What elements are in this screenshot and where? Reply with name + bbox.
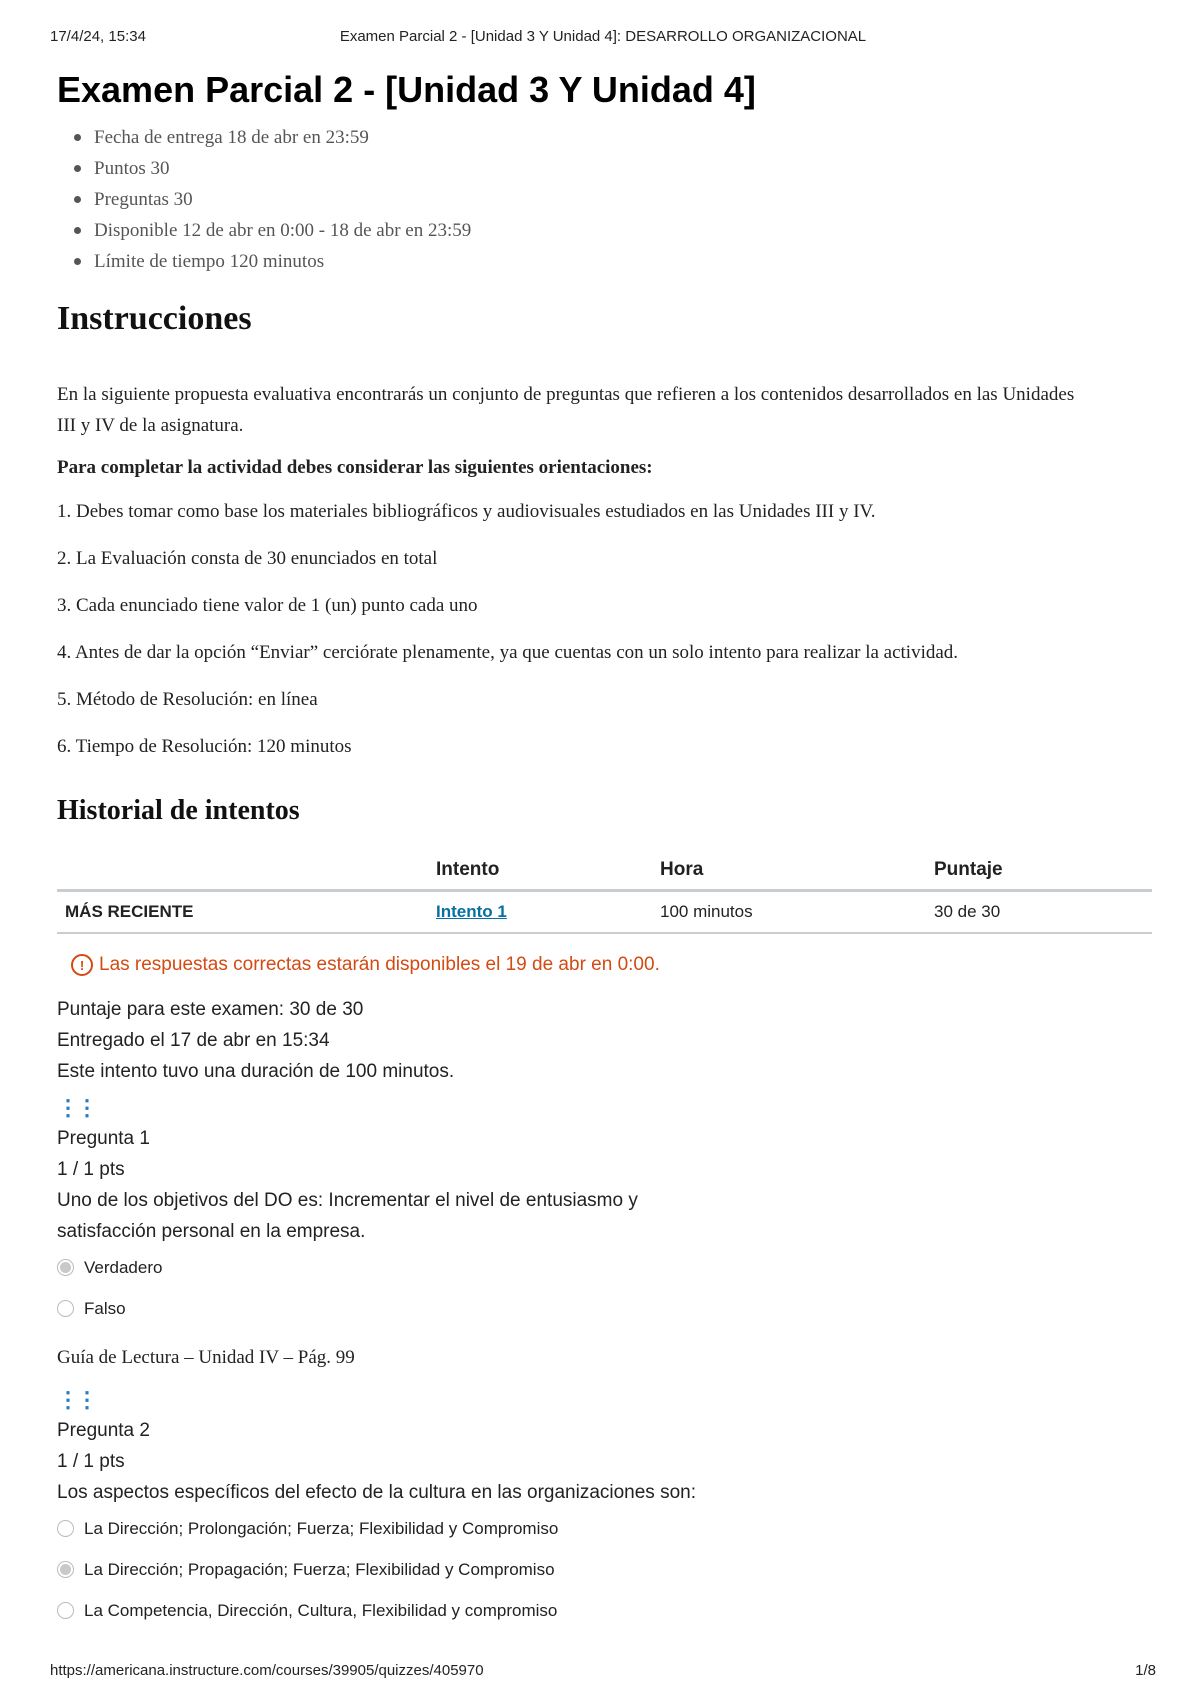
answer-label: Verdadero xyxy=(84,1258,163,1277)
attempt-cell xyxy=(428,891,652,934)
answers-notice xyxy=(71,954,1147,976)
answer-label: La Dirección; Propagación; Fuerza; Flexibilidad y Compromiso xyxy=(84,1560,555,1579)
instructions-orientation-heading: Para completar la actividad debes considerar las siguientes orientaciones: xyxy=(57,457,653,478)
column-header-score: Puntaje xyxy=(926,851,1152,891)
question-points: 1 / 1 pts xyxy=(57,1159,125,1180)
print-header xyxy=(50,28,1156,48)
table-header-row xyxy=(57,851,1152,891)
instructions-intro: En la siguiente propuesta evaluativa encontrarás un conjunto de preguntas que refieren a los contenidos desarrollados en las Unidades III y IV de la asignatura. xyxy=(57,384,1075,436)
answers-notice-text: Las respuestas correctas estarán disponibles el 19 de abr en 0:00. xyxy=(99,954,660,975)
question-2 xyxy=(57,1385,1147,1631)
answer-option[interactable] xyxy=(57,1549,1147,1590)
print-page-number: 1/8 xyxy=(1135,1662,1156,1679)
print-datetime: 17/4/24, 15:34 xyxy=(50,28,146,45)
instruction-step: 1. Debes tomar como base los materiales bibliográficos y audiovisuales estudiados en las Unidades III y IV. xyxy=(57,501,876,522)
instruction-step: 5. Método de Resolución: en línea xyxy=(57,689,318,710)
page-title: Examen Parcial 2 - [Unidad 3 Y Unidad 4] xyxy=(57,69,756,110)
summary-duration: Este intento tuvo una duración de 100 minutos. xyxy=(57,1061,455,1082)
attempt-time: 100 minutos xyxy=(652,891,926,934)
answer-label: Falso xyxy=(84,1299,126,1318)
instructions-title: Instrucciones xyxy=(57,300,252,337)
print-url: https://americana.instructure.com/courses/39905/quizzes/405970 xyxy=(50,1662,484,1679)
print-doc-title: Examen Parcial 2 - [Unidad 3 Y Unidad 4]: DESARROLLO ORGANIZACIONAL xyxy=(339,28,867,45)
instruction-step: 2. La Evaluación consta de 30 enunciados en total xyxy=(57,548,438,569)
instruction-step: 3. Cada enunciado tiene valor de 1 (un) punto cada uno xyxy=(57,595,478,616)
answer-option[interactable] xyxy=(57,1247,1147,1288)
answer-label: La Competencia, Dirección, Cultura, Flexibilidad y compromiso xyxy=(84,1601,558,1620)
answer-option[interactable] xyxy=(57,1288,1147,1329)
instruction-step: 6. Tiempo de Resolución: 120 minutos xyxy=(57,736,352,757)
answer-label: La Dirección; Prolongación; Fuerza; Flexibilidad y Compromiso xyxy=(84,1519,559,1538)
attempt-history-table xyxy=(57,851,1152,934)
meta-due-date: Fecha de entrega 18 de abr en 23:59 xyxy=(57,122,1147,153)
radio-icon[interactable] xyxy=(57,1520,74,1537)
warning-icon: ! xyxy=(71,954,93,976)
drag-handle-icon: ⋮⋮ xyxy=(57,1387,95,1412)
history-title: Historial de intentos xyxy=(57,795,300,826)
column-header-blank xyxy=(57,851,428,891)
table-row xyxy=(57,891,1152,934)
attempt-summary xyxy=(57,994,1147,1087)
instructions-steps xyxy=(57,497,1147,779)
column-header-attempt: Intento xyxy=(428,851,652,891)
summary-submitted: Entregado el 17 de abr en 15:34 xyxy=(57,1030,330,1051)
radio-selected-icon[interactable] xyxy=(57,1561,74,1578)
question-title: Pregunta 2 xyxy=(57,1420,150,1441)
question-guide: Guía de Lectura – Unidad IV – Pág. 99 xyxy=(57,1347,355,1368)
summary-score: Puntaje para este examen: 30 de 30 xyxy=(57,999,364,1020)
radio-icon[interactable] xyxy=(57,1300,74,1317)
question-1 xyxy=(57,1093,1147,1373)
quiz-content xyxy=(57,66,1147,1631)
question-text: Los aspectos específicos del efecto de la cultura en las organizaciones son: xyxy=(57,1482,696,1503)
question-points: 1 / 1 pts xyxy=(57,1451,125,1472)
quiz-meta-list xyxy=(57,122,1147,277)
column-header-time: Hora xyxy=(652,851,926,891)
question-title: Pregunta 1 xyxy=(57,1128,150,1149)
question-text: Uno de los objetivos del DO es: Incrementar el nivel de entusiasmo y satisfacción personal en la empresa. xyxy=(57,1190,638,1242)
print-footer xyxy=(50,1662,1156,1679)
meta-questions: Preguntas 30 xyxy=(57,184,1147,215)
most-recent-label: MÁS RECIENTE xyxy=(57,891,428,934)
drag-handle-icon: ⋮⋮ xyxy=(57,1095,95,1120)
meta-time-limit: Límite de tiempo 120 minutos xyxy=(57,246,1147,277)
instruction-step: 4. Antes de dar la opción “Enviar” cerciórate plenamente, ya que cuentas con un solo intento para realizar la actividad. xyxy=(57,642,959,663)
meta-points: Puntos 30 xyxy=(57,153,1147,184)
radio-icon[interactable] xyxy=(57,1602,74,1619)
answer-option[interactable] xyxy=(57,1590,1147,1631)
meta-available: Disponible 12 de abr en 0:00 - 18 de abr en 23:59 xyxy=(57,215,1147,246)
answer-option[interactable] xyxy=(57,1508,1147,1549)
attempt-score: 30 de 30 xyxy=(926,891,1152,934)
radio-selected-icon[interactable] xyxy=(57,1259,74,1276)
attempt-link[interactable]: Intento 1 xyxy=(436,902,507,921)
